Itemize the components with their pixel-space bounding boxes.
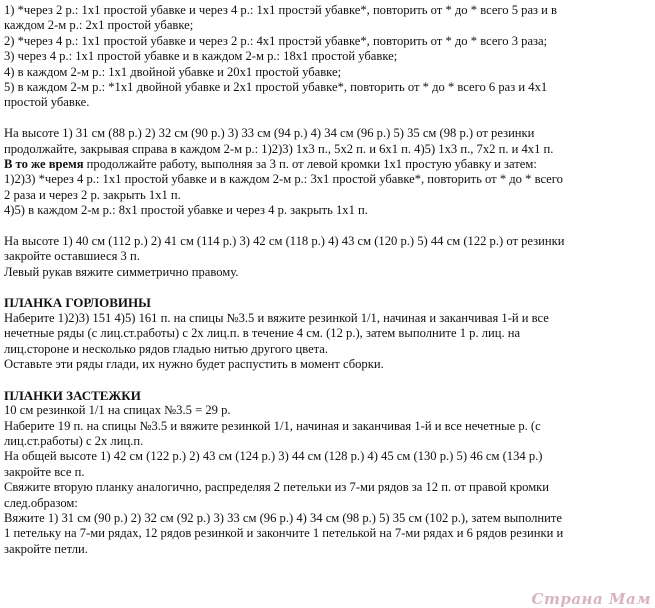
instruction-document (4, 3, 650, 557)
text-line: 3) через 4 р.: 1х1 простой убавке и в каждом 2-м р.: 18х1 простой убавке; (4, 49, 398, 64)
text-line: Наберите 19 п. на спицы №3.5 и вяжите резинкой 1/1, начиная и заканчивая 1-й и все нечетные р. (с (4, 418, 541, 433)
text-line: Оставьте эти ряды глади, их нужно будет распустить в момент сборки. (4, 356, 384, 371)
text-line: На высоте 1) 31 см (88 р.) 2) 32 см (90 р.) 3) 33 см (94 р.) 4) 34 см (96 р.) 5) 35 см (98 р.) от резинки (4, 126, 535, 141)
neck-placket-section (4, 295, 650, 372)
site-watermark: Страна Мам (531, 589, 651, 608)
text-line: закройте петли. (4, 541, 88, 556)
decrease-list (4, 3, 650, 111)
text-line: Наберите 1)2)3) 151 4)5) 161 п. на спицы №3.5 и вяжите резинкой 1/1, начиная и заканчивая 1-й и все (4, 310, 549, 325)
text-line: продолжайте, закрывая справа в каждом 2-м р.: 1)2)3) 1х3 п., 5х2 п. и 6х1 п. 4)5) 1х3 п., 7х2 п. и 4х1 п. (4, 141, 554, 156)
text-line: лиц.стороне и несколько рядов гладью нитью другого цвета. (4, 341, 329, 356)
text-line: Свяжите вторую планку аналогично, распределяя 2 петельки из 7-ми рядов за 12 п. от правой кромки (4, 480, 550, 495)
text-line: закройте оставшиеся 3 п. (4, 249, 140, 264)
text-line: нечетные ряды (с лиц.ст.работы) с 2х лиц.п. в течение 4 см. (12 р.), затем выполните 1 р. лиц. на (4, 326, 521, 341)
text-line: 1) *через 2 р.: 1х1 простой убавке и через 4 р.: 1х1 простэй убавке*, повторить от * до * всего 5 раз и в (4, 3, 557, 17)
text-line: каждом 2-м р.: 2х1 простой убавке; (4, 18, 194, 33)
text-line: лиц.ст.работы) с 2х лиц.п. (4, 433, 144, 448)
text-line: 1 петельку на 7-ми рядах, 12 рядов резинкой и закончите 1 петелькой на 7-ми рядах и 6 рядов резинки и (4, 526, 564, 541)
text-line: 2) *через 4 р.: 1х1 простой убавке и через 2 р.: 4х1 простэй убавке*, повторить от * до * всего 3 раза; (4, 33, 548, 48)
text-line: простой убавке. (4, 95, 90, 110)
text-line: след.образом: (4, 495, 78, 510)
text-line: 2 раза и через 2 р. закрыть 1х1 п. (4, 187, 181, 202)
section-heading: ПЛАНКИ ЗАСТЕЖКИ (4, 387, 141, 403)
text-line: 4) в каждом 2-м р.: 1х1 двойной убавке и 20х1 простой убавке; (4, 64, 342, 79)
height-section (4, 126, 650, 218)
text-line: На общей высоте 1) 42 см (122 р.) 2) 43 см (124 р.) 3) 44 см (128 р.) 4) 45 см (130 р.) 5) 46 см (134 р.) (4, 449, 543, 464)
text-line: 1)2)3) *через 4 р.: 1х1 простой убавке и в каждом 2-м р.: 3х1 простой убавке*, повторить от * до * всего (4, 172, 563, 187)
text-line: 4)5) в каждом 2-м р.: 8х1 простой убавке и через 4 р. закрыть 1х1 п. (4, 203, 368, 218)
text-line: На высоте 1) 40 см (112 р.) 2) 41 см (114 р.) 3) 42 см (118 р.) 4) 43 см (120 р.) 5) 44 см (122 р.) от резинки (4, 233, 565, 248)
section-heading: ПЛАНКА ГОРЛОВИНЫ (4, 295, 151, 311)
text-line: 10 см резинкой 1/1 на спицах №3.5 = 29 р. (4, 403, 231, 418)
text-line: Левый рукав вяжите симметрично правому. (4, 264, 239, 279)
same-time-text: продолжайте работу, выполняя за 3 п. от левой кромки 1х1 простую убавку и затем: (83, 156, 537, 171)
close-section (4, 234, 650, 280)
text-line: 5) в каждом 2-м р.: *1х1 двойной убавке и 2х1 простой убавке*, повторить от * до * всего 6 раз и 4х1 (4, 79, 548, 94)
text-line (4, 157, 650, 172)
text-line: Вяжите 1) 31 см (90 р.) 2) 32 см (92 р.) 3) 33 см (96 р.) 4) 34 см (98 р.) 5) 35 см (102 р.), затем выполните (4, 510, 562, 525)
button-placket-section (4, 388, 650, 557)
same-time-emphasis: В то же время (4, 156, 84, 171)
text-line: закройте все п. (4, 464, 85, 479)
